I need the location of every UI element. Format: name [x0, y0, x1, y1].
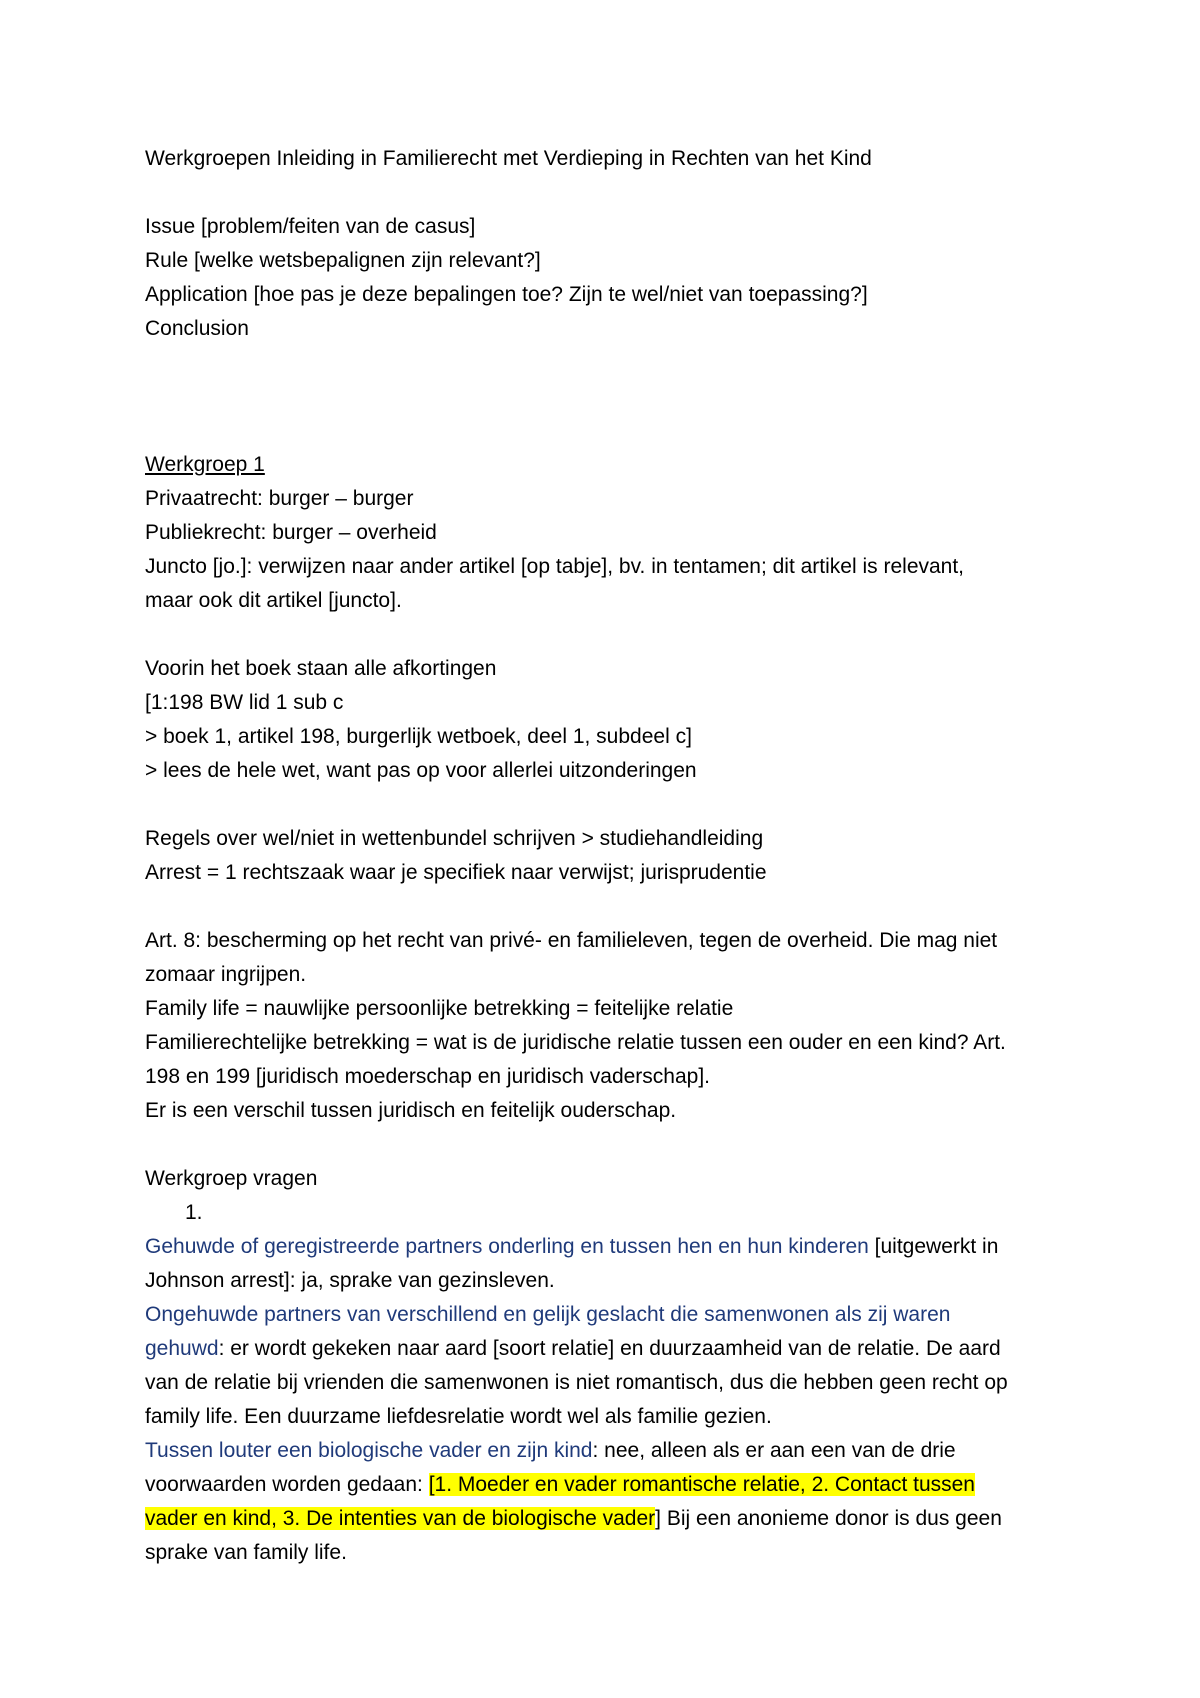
vraag-gehuwde-line2: Johnson arrest]: ja, sprake van gezinsleven.	[145, 1269, 555, 1292]
vraag-ongehuwde-line4: family life. Een duurzame liefdesrelatie wordt wel als familie gezien.	[145, 1405, 772, 1428]
vraag-biologisch-line3-rest: ] Bij een anonieme donor is dus geen	[655, 1507, 1002, 1530]
vraag-gehuwde	[145, 1230, 1070, 1264]
art8-line: zomaar ingrijpen.	[145, 963, 307, 986]
vraag-ongehuwde-line2	[145, 1332, 1070, 1366]
vraag-gehuwde-rest: [uitgewerkt in	[868, 1235, 999, 1258]
irac-conclusion: Conclusion	[145, 317, 249, 340]
vraag-biologisch-line3	[145, 1502, 1070, 1536]
art8-line: Family life = nauwlijke persoonlijke betrekking = feitelijke relatie	[145, 997, 734, 1020]
vraag-gehuwde-blue: Gehuwde of geregistreerde partners onderling en tussen hen en hun kinderen	[145, 1235, 869, 1258]
regels-line: Arrest = 1 rechtszaak waar je specifiek naar verwijst; jurisprudentie	[145, 861, 767, 884]
art8-line: Familierechtelijke betrekking = wat is de juridische relatie tussen een ouder en een kind? Art.	[145, 1031, 1006, 1054]
werkgroep1-line: maar ook dit artikel [juncto].	[145, 589, 402, 612]
vragen-heading: Werkgroep vragen	[145, 1167, 318, 1190]
afkortingen-line: > boek 1, artikel 198, burgerlijk wetboek, deel 1, subdeel c]	[145, 725, 692, 748]
art8-line: 198 en 199 [juridisch moederschap en juridisch vaderschap].	[145, 1065, 711, 1088]
document-body	[145, 142, 1070, 1570]
vraag-biologisch-blue: Tussen louter een biologische vader en zijn kind	[145, 1439, 593, 1462]
vraag-biologisch-line4: sprake van family life.	[145, 1541, 347, 1564]
werkgroep1-line: Juncto [jo.]: verwijzen naar ander artikel [op tabje], bv. in tentamen; dit artikel is relevant,	[145, 555, 965, 578]
irac-issue: Issue [problem/feiten van de casus]	[145, 215, 476, 238]
vraag-biologisch-line2-text: voorwaarden worden gedaan:	[145, 1473, 429, 1496]
vraag-ongehuwde-rest: : er wordt gekeken naar aard [soort relatie] en duurzaamheid van de relatie. De aard	[218, 1337, 1001, 1360]
art8-line: Er is een verschil tussen juridisch en feitelijk ouderschap.	[145, 1099, 677, 1122]
highlight-voorwaarden: [1. Moeder en vader romantische relatie, 2. Contact tussen	[428, 1473, 975, 1496]
werkgroep1-heading: Werkgroep 1	[145, 453, 265, 476]
irac-application: Application [hoe pas je deze bepalingen toe? Zijn te wel/niet van toepassing?]	[145, 283, 868, 306]
vraag-biologisch-line2	[145, 1468, 1070, 1502]
afkortingen-line: [1:198 BW lid 1 sub c	[145, 691, 344, 714]
art8-line: Art. 8: bescherming op het recht van privé- en familieleven, tegen de overheid. Die mag niet	[145, 929, 998, 952]
vraag-ongehuwde-blue: Ongehuwde partners van verschillend en gelijk geslacht die samenwonen als zij waren	[145, 1303, 951, 1326]
werkgroep1-line: Privaatrecht: burger – burger	[145, 487, 414, 510]
werkgroep1-line: Publiekrecht: burger – overheid	[145, 521, 437, 544]
irac-rule: Rule [welke wetsbepalignen zijn relevant?]	[145, 249, 541, 272]
vragen-number: 1.	[185, 1201, 203, 1224]
vraag-ongehuwde-line3: van de relatie bij vrienden die samenwonen is niet romantisch, dus die hebben geen recht op	[145, 1371, 1008, 1394]
vraag-biologisch-rest: : nee, alleen als er aan een van de drie	[592, 1439, 956, 1462]
document-title: Werkgroepen Inleiding in Familierecht met Verdieping in Rechten van het Kind	[145, 147, 872, 170]
highlight-voorwaarden-cont: vader en kind, 3. De intenties van de biologische vader	[145, 1507, 656, 1530]
regels-line: Regels over wel/niet in wettenbundel schrijven > studiehandleiding	[145, 827, 764, 850]
afkortingen-line: Voorin het boek staan alle afkortingen	[145, 657, 497, 680]
afkortingen-line: > lees de hele wet, want pas op voor allerlei uitzonderingen	[145, 759, 697, 782]
vraag-ongehuwde-blue-b: gehuwd	[145, 1337, 219, 1360]
vraag-biologisch	[145, 1434, 1070, 1468]
